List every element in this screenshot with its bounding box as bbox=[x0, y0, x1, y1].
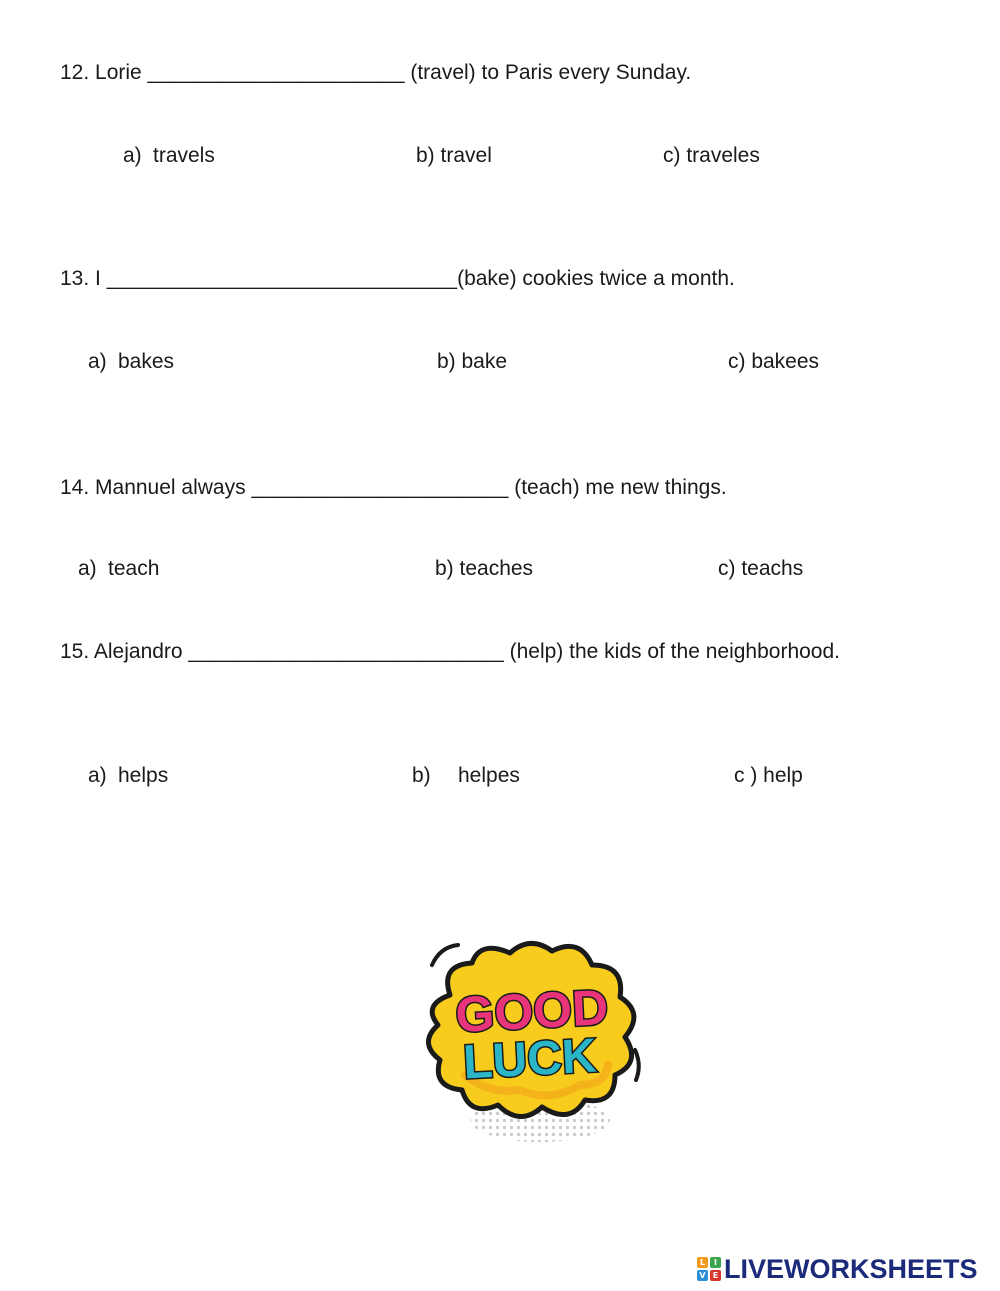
good-luck-badge bbox=[410, 935, 650, 1150]
option-15-b-label: b) bbox=[412, 764, 431, 787]
option-15-c[interactable]: c ) help bbox=[734, 764, 803, 787]
option-12-b[interactable]: b) travel bbox=[416, 144, 492, 167]
logo-tile-v: V bbox=[697, 1270, 708, 1281]
option-13-c[interactable]: c) bakees bbox=[728, 350, 820, 373]
option-14-a-text[interactable]: teach bbox=[108, 557, 160, 580]
burst-accent-line bbox=[432, 945, 458, 965]
option-15-b-text[interactable]: helpes bbox=[458, 764, 520, 787]
question-12: 12. Lorie ______________________ (travel) to Paris every Sunday. bbox=[60, 61, 692, 84]
option-15-a-label: a) bbox=[88, 764, 107, 787]
badge-word-luck: LUCK bbox=[461, 1029, 598, 1090]
option-15-a-text[interactable]: helps bbox=[118, 764, 169, 787]
option-13-a-label: a) bbox=[88, 350, 107, 373]
question-15: 15. Alejandro ___________________________ (help) the kids of the neighborhood. bbox=[60, 640, 840, 663]
liveworksheets-footer bbox=[697, 1255, 978, 1283]
option-12-c[interactable]: c) traveles bbox=[663, 144, 760, 167]
option-14-a-label: a) bbox=[78, 557, 97, 580]
badge-word-good: GOOD bbox=[454, 979, 610, 1043]
option-12-a-label: a) bbox=[123, 144, 142, 167]
option-12-a-text[interactable]: travels bbox=[153, 144, 215, 167]
logo-tile-e: E bbox=[710, 1270, 721, 1281]
option-13-a-text[interactable]: bakes bbox=[118, 350, 175, 373]
option-14-b[interactable]: b) teaches bbox=[435, 557, 534, 580]
burst-accent-line bbox=[635, 1050, 639, 1080]
liveworksheets-logo-icon bbox=[697, 1257, 721, 1281]
option-13-b[interactable]: b) bake bbox=[437, 350, 508, 373]
logo-tile-i: I bbox=[710, 1257, 721, 1268]
option-14-c[interactable]: c) teachs bbox=[718, 557, 804, 580]
brand-name[interactable]: LIVEWORKSHEETS bbox=[724, 1253, 978, 1284]
question-13: 13. I ______________________________(bake) cookies twice a month. bbox=[60, 267, 735, 290]
question-14: 14. Mannuel always ______________________ (teach) me new things. bbox=[60, 476, 727, 499]
logo-tile-l: L bbox=[697, 1257, 708, 1268]
